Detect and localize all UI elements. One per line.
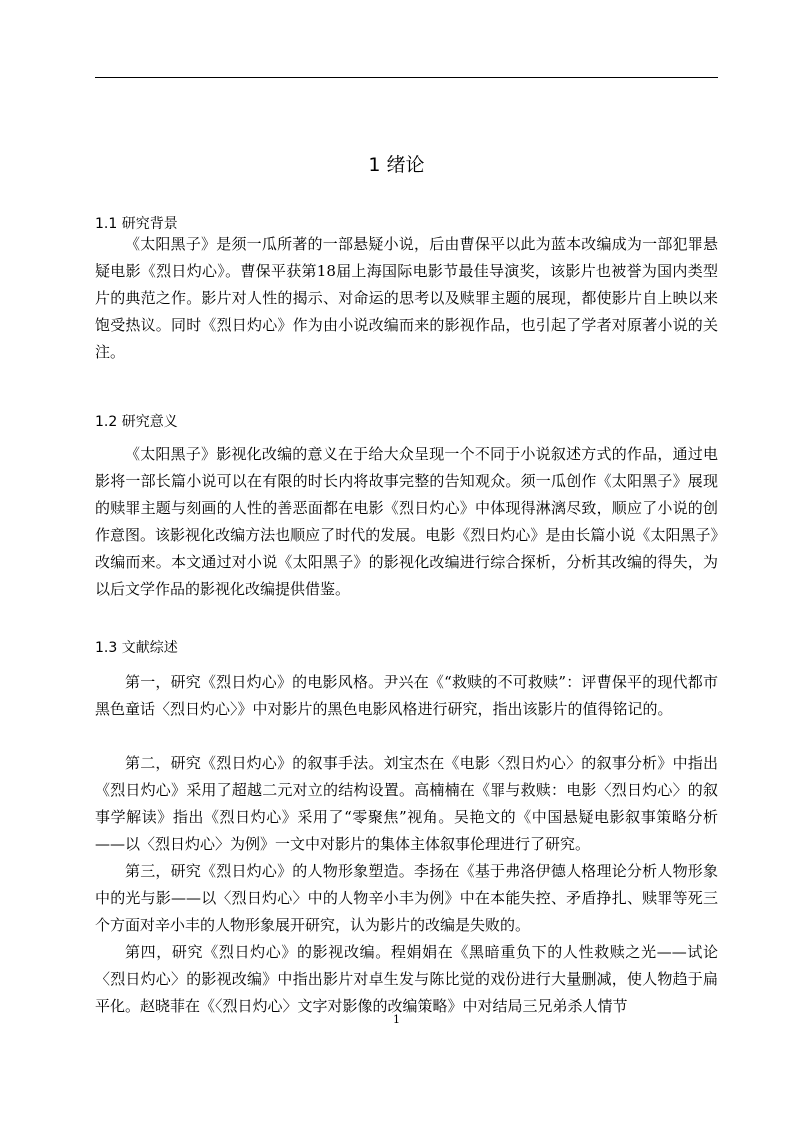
section-heading-background: 1.1 研究背景 xyxy=(95,216,178,232)
paragraph-review-1: 第一，研究《烈日灼心》的电影风格。尹兴在《“救赎的不可救赎”：评曹保平的现代都市黑色童话〈烈日灼心〉》中对影片的黑色电影风格进行研究，指出该影片的值得铭记的。 xyxy=(95,673,718,718)
header-rule xyxy=(95,77,718,78)
paragraph-background: 《太阳黑子》是须一瓜所著的一部悬疑小说，后由曹保平以此为蓝本改编成为一部犯罪悬疑电影《烈日灼心》。曹保平获第18届上海国际电影节最佳导演奖，该影片也被誉为国内类型片的典范之作。影片对人性的揭示、对命运的思考以及赎罪主题的展现，都使影片自上映以来饱受热议。同时《烈日灼心》作为由小说改编而来的影视作品，也引起了学者对原著小说的关注。 xyxy=(95,235,718,361)
chapter-title: 1 绪论 xyxy=(368,154,425,176)
section-heading-significance: 1.2 研究意义 xyxy=(95,414,178,430)
page-number: 1 xyxy=(393,1013,400,1026)
paragraph-review-4: 第四，研究《烈日灼心》的影视改编。程娟娟在《黑暗重负下的人性救赎之光——试论〈烈日灼心〉的影视改编》中指出影片对卓生发与陈比觉的戏份进行大量删减，使人物趋于扁平化。赵晓菲在《〈烈日灼心〉文字对影像的改编策略》中对结局三兄弟杀人情节 xyxy=(95,943,718,1015)
paragraph-significance: 《太阳黑子》影视化改编的意义在于给大众呈现一个不同于小说叙述方式的作品，通过电影将一部长篇小说可以在有限的时长内将故事完整的告知观众。须一瓜创作《太阳黑子》展现的赎罪主题与刻画的人性的善恶面都在电影《烈日灼心》中体现得淋漓尽致，顺应了小说的创作意图。该影视化改编方法也顺应了时代的发展。电影《烈日灼心》是由长篇小说《太阳黑子》改编而来。本文通过对小说《太阳黑子》的影视化改编进行综合探析，分析其改编的得失，为以后文学作品的影视化改编提供借鉴。 xyxy=(95,445,718,598)
paragraph-review-3: 第三，研究《烈日灼心》的人物形象塑造。李扬在《基于弗洛伊德人格理论分析人物形象中的光与影——以〈烈日灼心〉中的人物辛小丰为例》中在本能失控、矛盾挣扎、赎罪等死三个方面对辛小丰的人物形象展开研究，认为影片的改编是失败的。 xyxy=(95,862,718,934)
paragraph-review-2: 第二，研究《烈日灼心》的叙事手法。刘宝杰在《电影〈烈日灼心〉的叙事分析》中指出《烈日灼心》采用了超越二元对立的结构设置。高楠楠在《罪与救赎：电影〈烈日灼心〉的叙事学解读》指出《烈日灼心》采用了“零聚焦”视角。吴艳文的《中国悬疑电影叙事策略分析 ——以〈烈日灼心〉为例》一文中对影片的集体主体叙事伦理进行了研究。 xyxy=(95,754,718,853)
section-heading-literature-review: 1.3 文献综述 xyxy=(95,640,178,656)
